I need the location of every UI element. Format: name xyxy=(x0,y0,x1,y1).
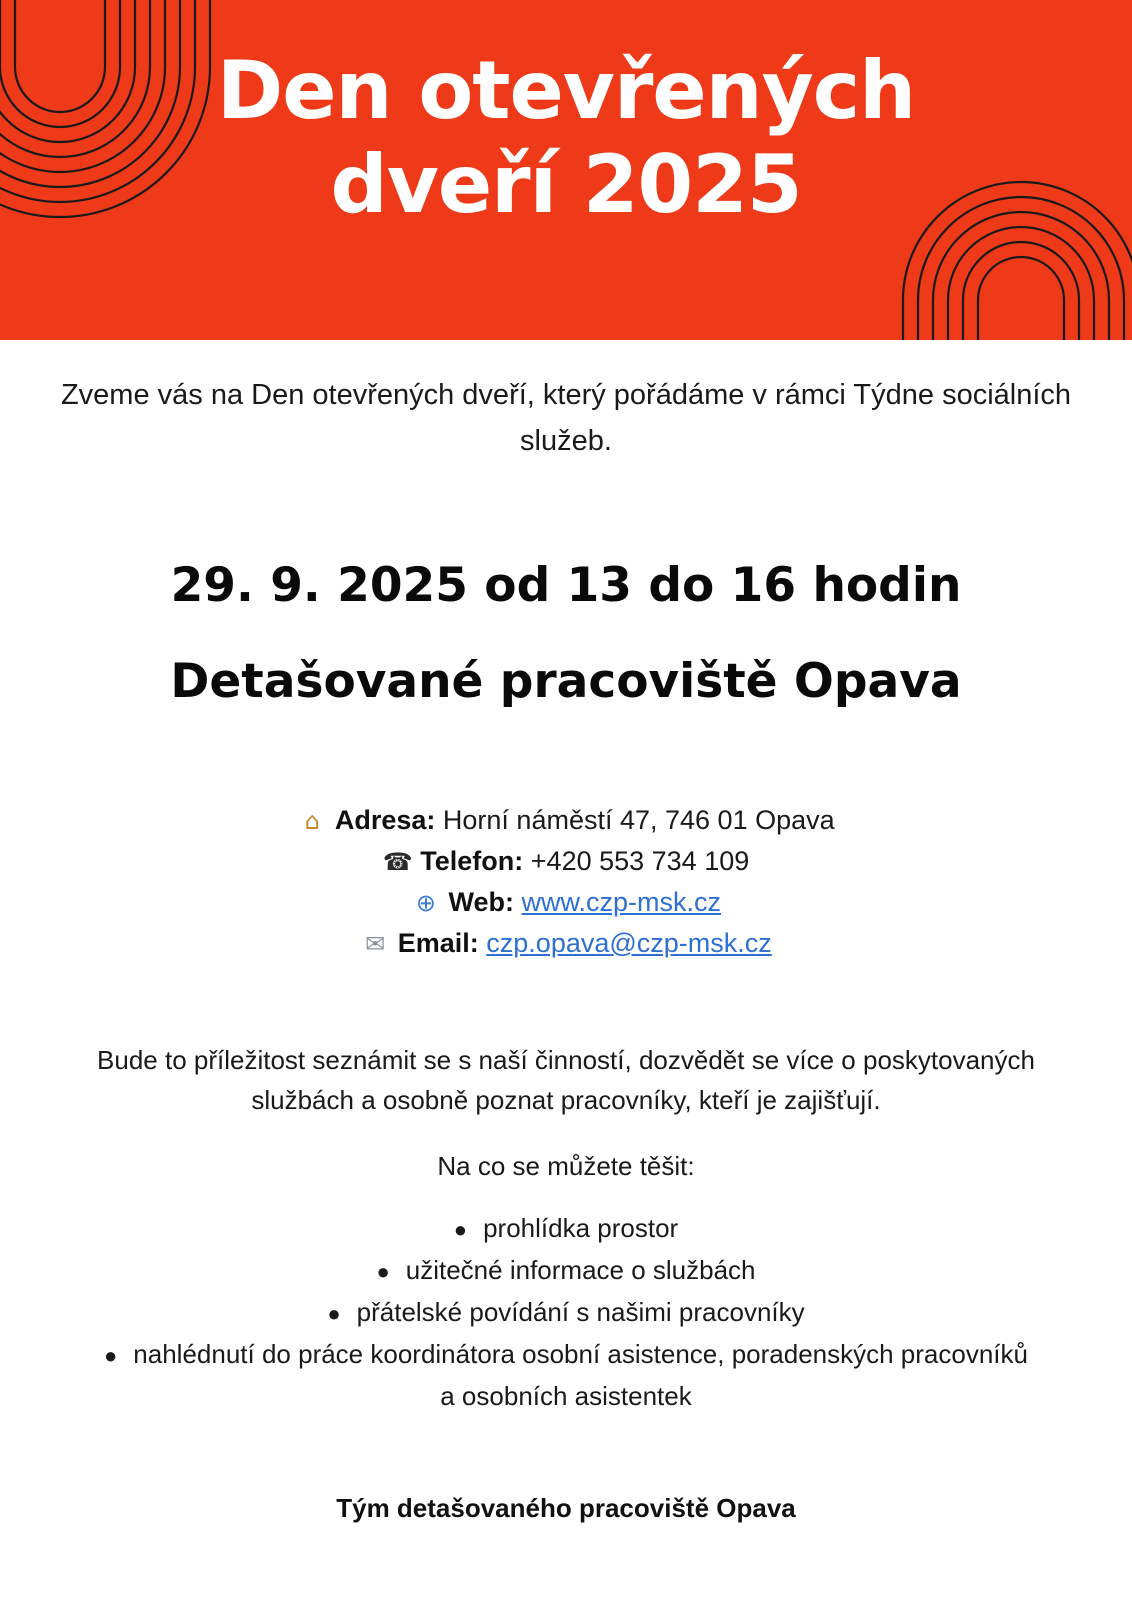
contact-address xyxy=(0,800,1132,841)
list-item-text: nahlédnutí do práce koordinátora osobní asistence, poradenských pracovníků a osobních asistentek xyxy=(133,1339,1028,1411)
bullet-icon: ● xyxy=(453,1217,468,1242)
phone-label: Telefon: xyxy=(420,846,524,876)
header-banner xyxy=(0,0,1132,340)
title-line-1: Den otevřených xyxy=(216,44,916,137)
list-item xyxy=(100,1334,1032,1416)
event-date-time: 29. 9. 2025 od 13 do 16 hodin xyxy=(170,558,962,613)
envelope-icon: ✉ xyxy=(365,930,386,958)
contact-email xyxy=(0,923,1132,964)
address-value: Horní náměstí 47, 746 01 Opava xyxy=(442,805,835,835)
bullet-icon: ● xyxy=(376,1259,390,1284)
email-label: Email: xyxy=(397,928,479,958)
list-item-text: užitečné informace o službách xyxy=(405,1255,756,1285)
globe-icon: ⊕ xyxy=(415,889,437,917)
address-label: Adresa: xyxy=(334,805,436,835)
list-item xyxy=(100,1208,1032,1250)
contact-block xyxy=(0,800,1132,964)
email-link[interactable]: czp.opava@czp-msk.cz xyxy=(486,928,772,958)
event-location: Detašované pracoviště Opava xyxy=(170,654,962,709)
list-item xyxy=(100,1250,1032,1292)
title-line-2: dveří 2025 xyxy=(330,138,802,231)
bullet-icon: ● xyxy=(327,1301,341,1326)
list-item-text: prohlídka prostor xyxy=(483,1213,679,1243)
web-label: Web: xyxy=(448,887,514,917)
feature-list xyxy=(100,1208,1032,1416)
list-heading: Na co se můžete těšit: xyxy=(437,1151,695,1181)
contact-phone xyxy=(0,841,1132,882)
web-link[interactable]: www.czp-msk.cz xyxy=(521,887,722,917)
house-icon: ⌂ xyxy=(304,807,320,835)
description-text: Bude to příležitost seznámit se s naší činností, dozvědět se více o poskytovaných službách a osobně poznat pracovníky, kteří je zajišťují. xyxy=(97,1045,1035,1115)
list-item xyxy=(100,1292,1032,1334)
bullet-icon: ● xyxy=(104,1343,118,1368)
list-item-text: přátelské povídání s našimi pracovníky xyxy=(356,1297,805,1327)
contact-web xyxy=(0,882,1132,923)
intro-text: Zveme vás na Den otevřených dveří, který pořádáme v rámci Týdne sociálních služeb. xyxy=(60,379,1072,457)
signature: Tým detašovaného pracoviště Opava xyxy=(336,1493,796,1523)
phone-icon: ☎ xyxy=(382,848,413,876)
page-title xyxy=(0,44,1132,232)
phone-value: +420 553 734 109 xyxy=(530,846,750,876)
